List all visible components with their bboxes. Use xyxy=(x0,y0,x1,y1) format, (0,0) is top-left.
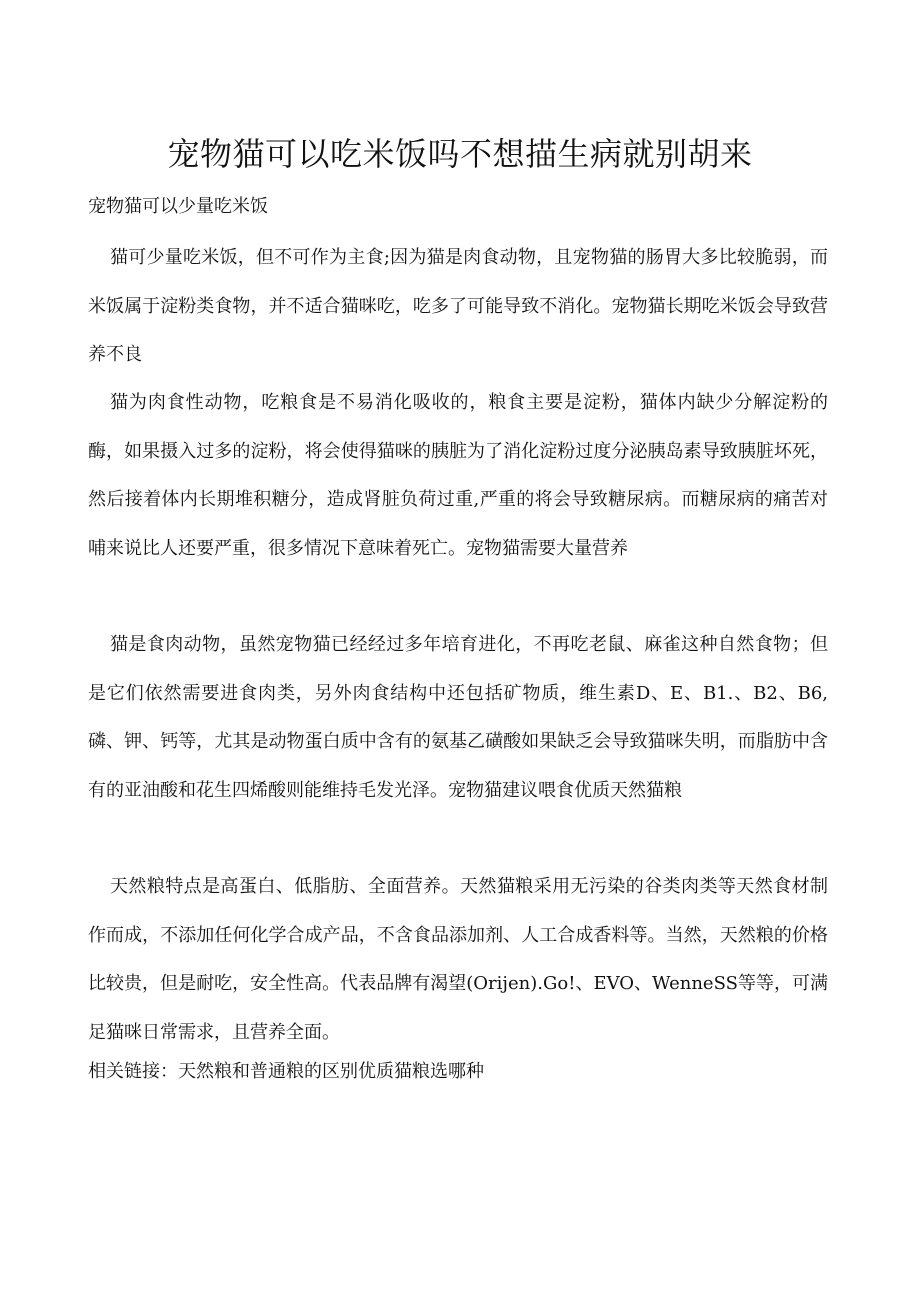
paragraph-4: 天然粮特点是高蛋白、低脂肪、全面营养。天然猫粮采用无污染的谷类肉类等天然食材制作而成，不添加任何化学合成产品，不含食品添加剂、人工合成香料等。当然，天然粮的价格比较贵，但是耐吃，安全性高。代表品牌有渴望(Orijen).Go!、EVO、WenneSS等等，可满足猫咪日常需求，且营养全面。 xyxy=(88,876,828,1043)
paragraph-3: 猫是食肉动物，虽然宠物猫已经经过多年培育进化，不再吃老鼠、麻雀这种自然食物；但是它们依然需要进食肉类，另外肉食结构中还包括矿物质，维生素D、E、B1.、B2、B6,磷、钾、钙等，尤其是动物蛋白质中含有的氨基乙磺酸如果缺乏会导致猫咪失明，而脂肪中含有的亚油酸和花生四烯酸则能维持毛发光泽。宠物猫建议喂食优质天然猫粮 xyxy=(88,634,828,801)
paragraph-1: 猫可少量吃米饭，但不可作为主食;因为猫是肉食动物，且宠物猫的肠胃大多比较脆弱，而米饭属于淀粉类食物，并不适合猫咪吃，吃多了可能导致不消化。宠物猫长期吃米饭会导致营养不良 xyxy=(88,247,828,365)
page-title: 宠物猫可以吃米饭吗不想描生病就别胡来 xyxy=(167,135,753,173)
section-heading: 宠物猫可以少量吃米饭 xyxy=(88,196,268,217)
related-links: 相关链接：天然粮和普通粮的区别优质猫粮选哪种 xyxy=(88,1061,484,1082)
paragraph-2: 猫为肉食性动物，吃粮食是不易消化吸收的，粮食主要是淀粉，猫体内缺少分解淀粉的酶，如果摄入过多的淀粉，将会使得猫咪的胰脏为了消化淀粉过度分泌胰岛素导致胰脏坏死，然后接着体内长期堆积糖分，造成肾脏负荷过重,严重的将会导致糖尿病。而糖尿病的痛苦对哺来说比人还要严重，很多情况下意味着死亡。宠物猫需要大量营养 xyxy=(88,392,828,559)
